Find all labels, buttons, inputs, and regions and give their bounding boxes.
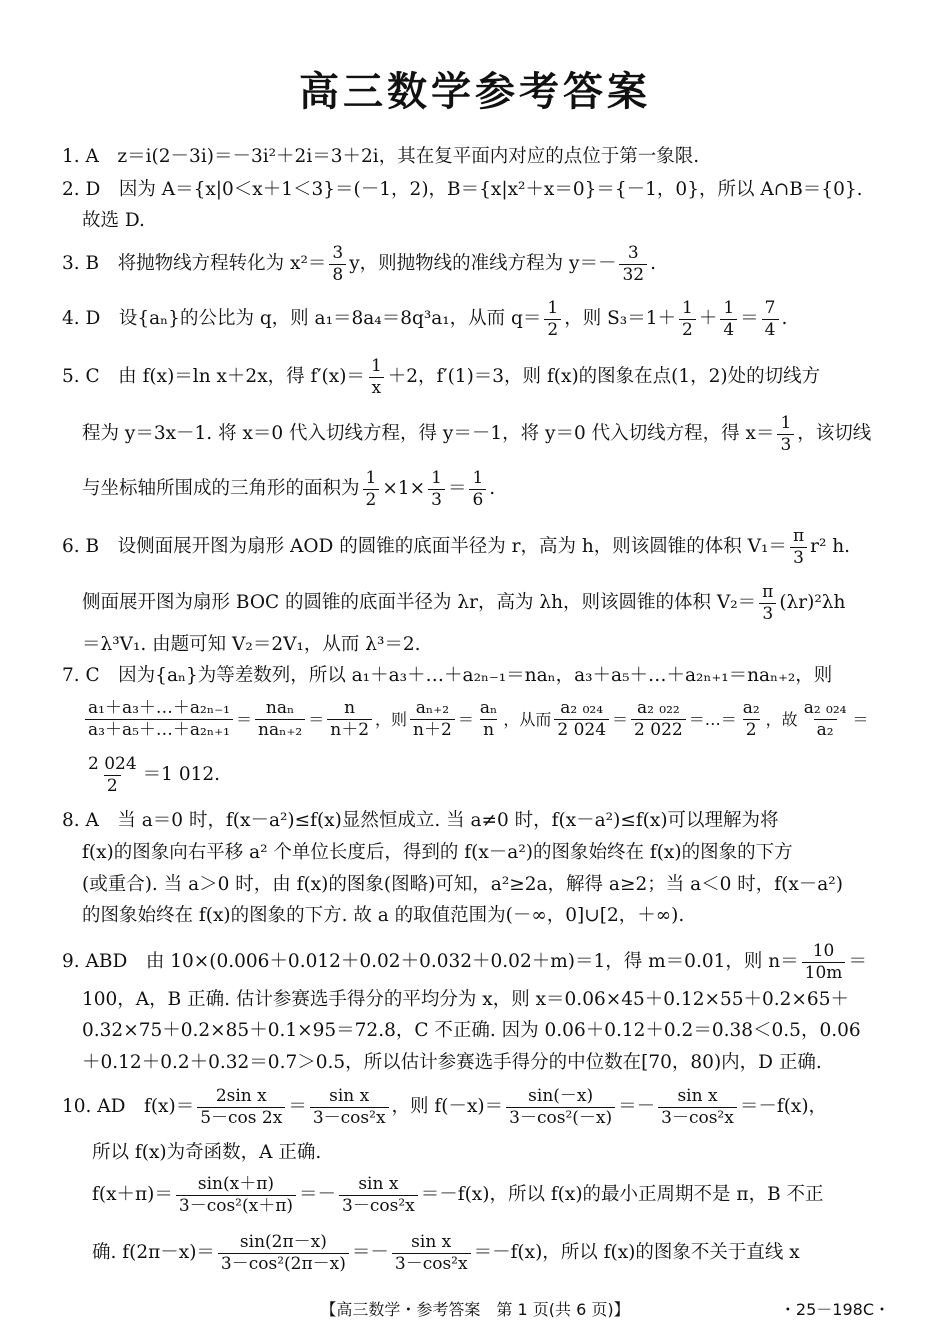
- page-title: 高三数学参考答案: [299, 69, 651, 115]
- fraction: π 3: [790, 528, 807, 567]
- fraction: a₁＋a₃＋…＋a₂ₙ₋₁ a₃＋a₅＋…＋a₂ₙ₊₁: [85, 700, 233, 739]
- fraction: sin x 3－cos²x: [310, 1088, 389, 1127]
- answer-5: 5. C 由 f(x)＝ln x＋2x，得 f′(x)＝ 1 x ＋2，f′(1)＝3，则 f(x)的图象在点(1，2)处的切线方: [62, 356, 821, 398]
- fraction: 2sin x 5－cos 2x: [197, 1088, 285, 1127]
- fraction: 1 2: [679, 300, 696, 339]
- fraction: π 3: [759, 584, 776, 623]
- answer-9-cont: 100，A，B 正确. 估计参赛选手得分的平均分为 x，则 x＝0.06×45＋0.12×55＋0.2×65＋: [82, 989, 849, 1010]
- answer-1: 1. A z＝i(2－3i)＝－3i²＋2i＝3＋2i，其在复平面内对应的点位于第一象限.: [62, 146, 700, 167]
- answer-10-cont: 确. f(2π－x)＝ sin(2π－x) 3－cos²(2π－x) ＝－ sin x 3－cos²x ＝－f(x)，所以 f(x)的图象不关于直线 x: [92, 1232, 800, 1274]
- fraction: $\frac{1}{3}$: [428, 470, 445, 509]
- fraction: a₂ ₀₂₂ 2 022: [631, 700, 686, 739]
- answer-8-cont: (或重合). 当 a＞0 时，由 f(x)的图象(图略)可知，a²≥2a，解得 a≥2；当 a＜0 时，f(x－a²): [82, 874, 843, 895]
- answer-8-cont: f(x)的图象向右平移 a² 个单位长度后，得到的 f(x－a²)的图象始终在 f(x)的图象的下方: [82, 842, 793, 863]
- answer-9-cont: 0.32×75＋0.2×85＋0.1×95＝72.8，C 不正确. 因为 0.06＋0.12＋0.2＝0.38＜0.5，0.06: [82, 1020, 861, 1041]
- answer-7-cont: a₁＋a₃＋…＋a₂ₙ₋₁ a₃＋a₅＋…＋a₂ₙ₊₁ ＝ naₙ naₙ₊₂ ＝ n n＋2 ，则 aₙ₊₂ n＋2 ＝ aₙ n ，从而 a₂ ₀₂₄ 2 024 ＝ a₂ ₀₂₂ 2 022 ＝…＝ a₂ 2 ，故 a₂ ₀₂₄ a₂ ＝: [82, 700, 900, 739]
- answer-7: 7. C 因为{aₙ}为等差数列，所以 a₁＋a₃＋…＋a₂ₙ₋₁＝naₙ，a₃＋a₅＋…＋a₂ₙ₊₁＝naₙ₊₂，则: [62, 665, 833, 686]
- fraction: 2 024 2: [88, 754, 137, 796]
- fraction: 1 6: [469, 470, 486, 509]
- answer-8-cont: 的图象始终在 f(x)的图象的下方. 故 a 的取值范围为(－∞，0]∪[2，＋∞).: [82, 905, 685, 926]
- fraction: 3 8: [329, 245, 346, 284]
- fraction: 1 3: [777, 415, 794, 454]
- fraction: aₙ₊₂ n＋2: [410, 700, 455, 739]
- answer-5-cont: 程为 y＝3x－1. 将 x＝0 代入切线方程，得 y＝－1，将 y＝0 代入切线方程，得 x＝ 1 3 ，该切线: [82, 413, 872, 455]
- answer-7-cont: 2 024 2 ＝1 012.: [82, 756, 892, 795]
- fraction: aₙ n: [479, 698, 498, 740]
- answer-2: 2. D 因为 A＝{x|0＜x＋1＜3}＝(－1，2)，B＝{x|x²＋x＝0}＝{－1，0}，所以 A∩B＝{0}.: [62, 179, 863, 200]
- fraction: a₂ ₀₂₄ a₂: [803, 698, 847, 740]
- footer-code: ・25－198C・: [779, 1300, 890, 1319]
- answer-9: 9. ABD 由 10×(0.006＋0.012＋0.02＋0.032＋0.02＋m)＝1，得 m＝0.01，则 n＝ 10 10m ＝: [62, 941, 867, 983]
- fraction: 1 2: [544, 300, 561, 339]
- answer-10: 10. AD f(x)＝ 2sin x 5－cos 2x ＝ sin x 3－cos²x ，则 f(－x)＝ sin(－x) 3－cos²(－x) ＝－ sin x 3－cos²x ＝－f(x)，: [62, 1086, 828, 1128]
- answer-10-cont: f(x＋π)＝ sin(x＋π) 3－cos²(x＋π) ＝－ sin x 3－cos²x ＝－f(x)，所以 f(x)的最小正周期不是 π，B 不正: [92, 1174, 824, 1216]
- answer-10-cont: 所以 f(x)为奇函数，A 正确.: [92, 1142, 322, 1163]
- answer-2-cont: 故选 D.: [82, 210, 145, 231]
- answer-6: 6. B 设侧面展开图为扇形 AOD 的圆锥的底面半径为 r，高为 h，则该圆锥的体积 V₁＝ π 3 r² h.: [62, 526, 851, 568]
- fraction: sin(2π－x) 3－cos²(2π－x): [218, 1234, 349, 1273]
- answer-6-cont: ＝λ³V₁. 由题可知 V₂＝2V₁，从而 λ³＝2.: [82, 634, 421, 655]
- fraction: 1 4: [720, 300, 737, 339]
- fraction: sin x 3－cos²x: [658, 1088, 737, 1127]
- fraction: $\frac{1}{2}$: [363, 470, 380, 509]
- answer-5-cont: 与坐标轴所围成的三角形的面积为 $\frac{1}{2}$ ×1× $\frac{1}{3}$ ＝ 1 6 .: [82, 468, 496, 510]
- fraction: a₂ ₀₂₄ 2 024: [554, 700, 609, 739]
- fraction: 10 10m: [802, 943, 846, 982]
- fraction: sin(－x) 3－cos²(－x): [506, 1088, 615, 1127]
- fraction: n n＋2: [327, 700, 372, 739]
- answer-6-cont: 侧面展开图为扇形 BOC 的圆锥的底面半径为 λr，高为 λh，则该圆锥的体积 V₂＝ π 3 (λr)²λh: [82, 582, 846, 624]
- answer-8: 8. A 当 a＝0 时，f(x－a²)≤f(x)显然恒成立. 当 a≠0 时，f(x－a²)≤f(x)可以理解为将: [62, 810, 779, 831]
- fraction: 3 32: [619, 245, 647, 284]
- answer-3: 3. B 将抛物线方程转化为 x²＝ 3 8 y，则抛物线的准线方程为 y＝－ 3 32 .: [62, 243, 657, 285]
- fraction: a₂ 2: [742, 698, 760, 740]
- fraction: 7 4: [762, 300, 779, 339]
- fraction: sin x 3－cos²x: [392, 1234, 471, 1273]
- fraction: naₙ naₙ₊₂: [255, 700, 305, 739]
- answer-9-cont: ＋0.12＋0.2＋0.32＝0.7＞0.5，所以估计参赛选手得分的中位数在[70，80)内，D 正确.: [82, 1052, 822, 1073]
- fraction: 1 x: [368, 358, 385, 397]
- footer-page-info: 【高三数学・参考答案 第 1 页(共 6 页)】: [320, 1300, 630, 1319]
- fraction: sin x 3－cos²x: [339, 1176, 418, 1215]
- answer-4: 4. D 设{aₙ}的公比为 q，则 a₁＝8a₄＝8q³a₁，从而 q＝ 1 2 ，则 S₃＝1＋ 1 2 ＋ 1 4 ＝ 7 4 .: [62, 298, 788, 340]
- fraction: sin(x＋π) 3－cos²(x＋π): [176, 1176, 296, 1215]
